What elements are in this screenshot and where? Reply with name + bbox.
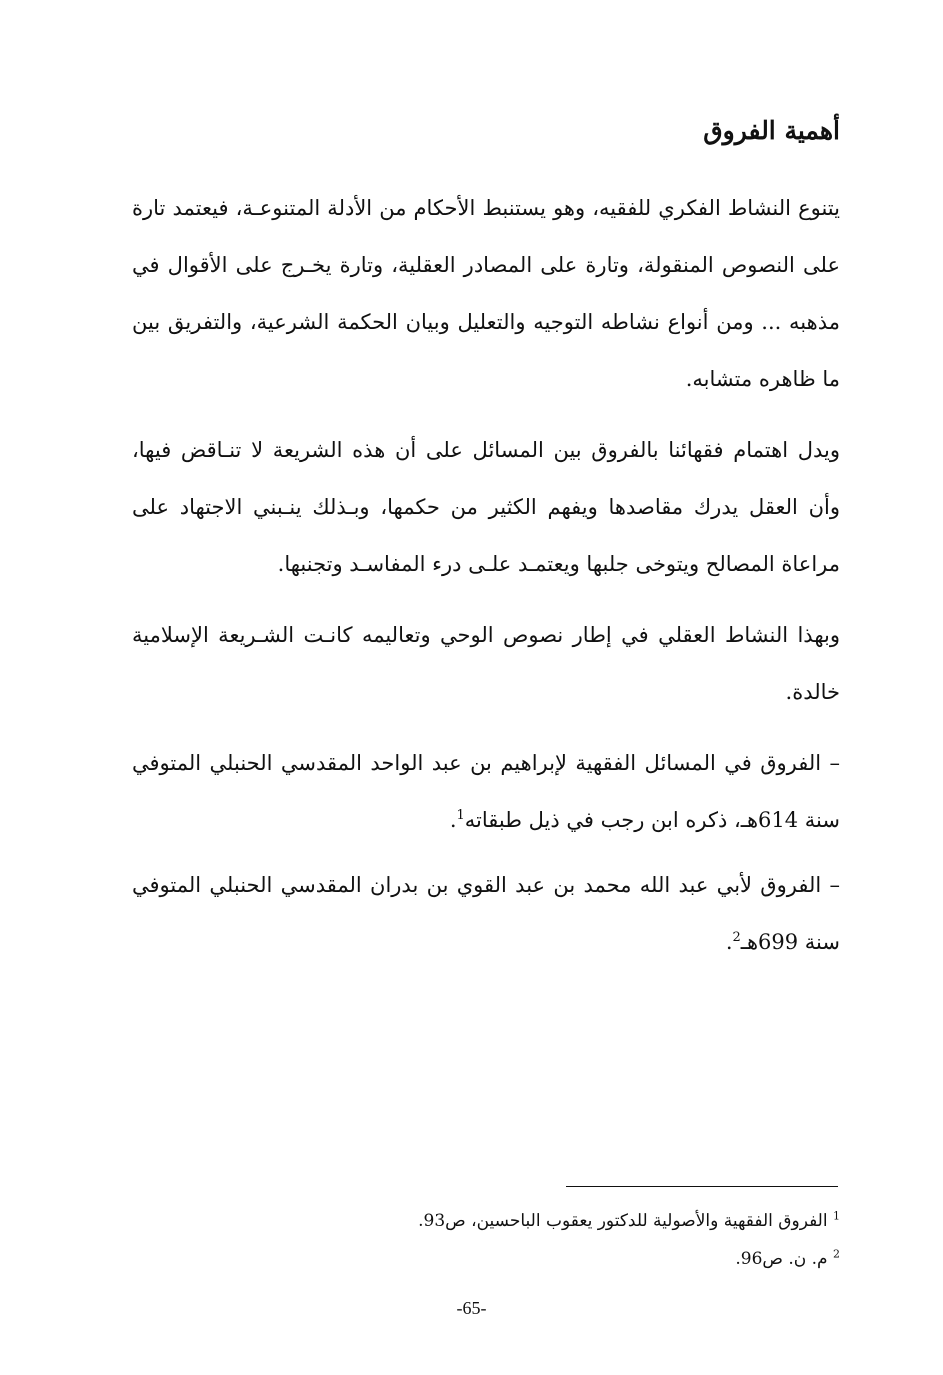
paragraph-3: وبهذا النشاط العقلي في إطار نصوص الوحي وتعاليمه كانـت الشـريعة الإسلامية خالدة. bbox=[132, 622, 840, 704]
paragraph-1: يتنوع النشاط الفكري للفقيه، وهو يستنبط الأحكام من الأدلة المتنوعـة، فيعتمد تارة على النصوص المنقولة، وتارة على المصادر العقلية، وتارة يخـرج على الأقوال في مذهبه ... ومن أنواع نشاطه التوجيه والتعليل وبيان الحكمة الشرعية، والتفريق بين ما ظاهره متشابه. bbox=[132, 195, 840, 391]
footnote-text: م. ن. ص96. bbox=[735, 1249, 828, 1269]
bullet-end: . bbox=[449, 807, 457, 832]
footnote-text: الفروق الفقهية والأصولية للدكتور يعقوب الباحسين، ص93. bbox=[418, 1211, 828, 1231]
paragraph-2: ويدل اهتمام فقهائنا بالفروق بين المسائل على أن هذه الشريعة لا تنـاقض فيها، وأن العقل يدرك مقاصدها ويفهم الكثير من حكمها، وبـذلك ينـبني الاجتهاد على مراعاة المصالح ويتوخى جلبها ويعتمـد علـى درء المفاسـد وتجنبها. bbox=[132, 437, 840, 576]
bullet-item-2 bbox=[132, 857, 840, 971]
footnotes bbox=[300, 1202, 840, 1278]
footnote-number: 1 bbox=[833, 1209, 840, 1223]
bullet-end: . bbox=[725, 929, 733, 954]
bullet-text: – الفروق لأبي عبد الله محمد بن عبد القوي بن بدران المقدسي الحنبلي المتوفي سنة 699هـ bbox=[132, 872, 840, 954]
page-number: -65- bbox=[456, 1298, 487, 1318]
section-title: أهمية الفروق bbox=[703, 116, 840, 145]
footnote-ref-2: 2 bbox=[732, 929, 741, 945]
footnote-2 bbox=[300, 1240, 840, 1278]
footnote-number: 2 bbox=[833, 1247, 840, 1261]
footnote-ref-1: 1 bbox=[456, 807, 465, 823]
bullet-text: – الفروق في المسائل الفقهية لإبراهيم بن عبد الواحد المقدسي الحنبلي المتوفي سنة 614هـ، ذكره ابن رجب في ذيل طبقاته bbox=[132, 750, 840, 832]
bullet-item-1 bbox=[132, 735, 840, 849]
footnote-1 bbox=[300, 1202, 840, 1240]
footnote-divider bbox=[566, 1186, 838, 1187]
main-text bbox=[132, 112, 840, 979]
